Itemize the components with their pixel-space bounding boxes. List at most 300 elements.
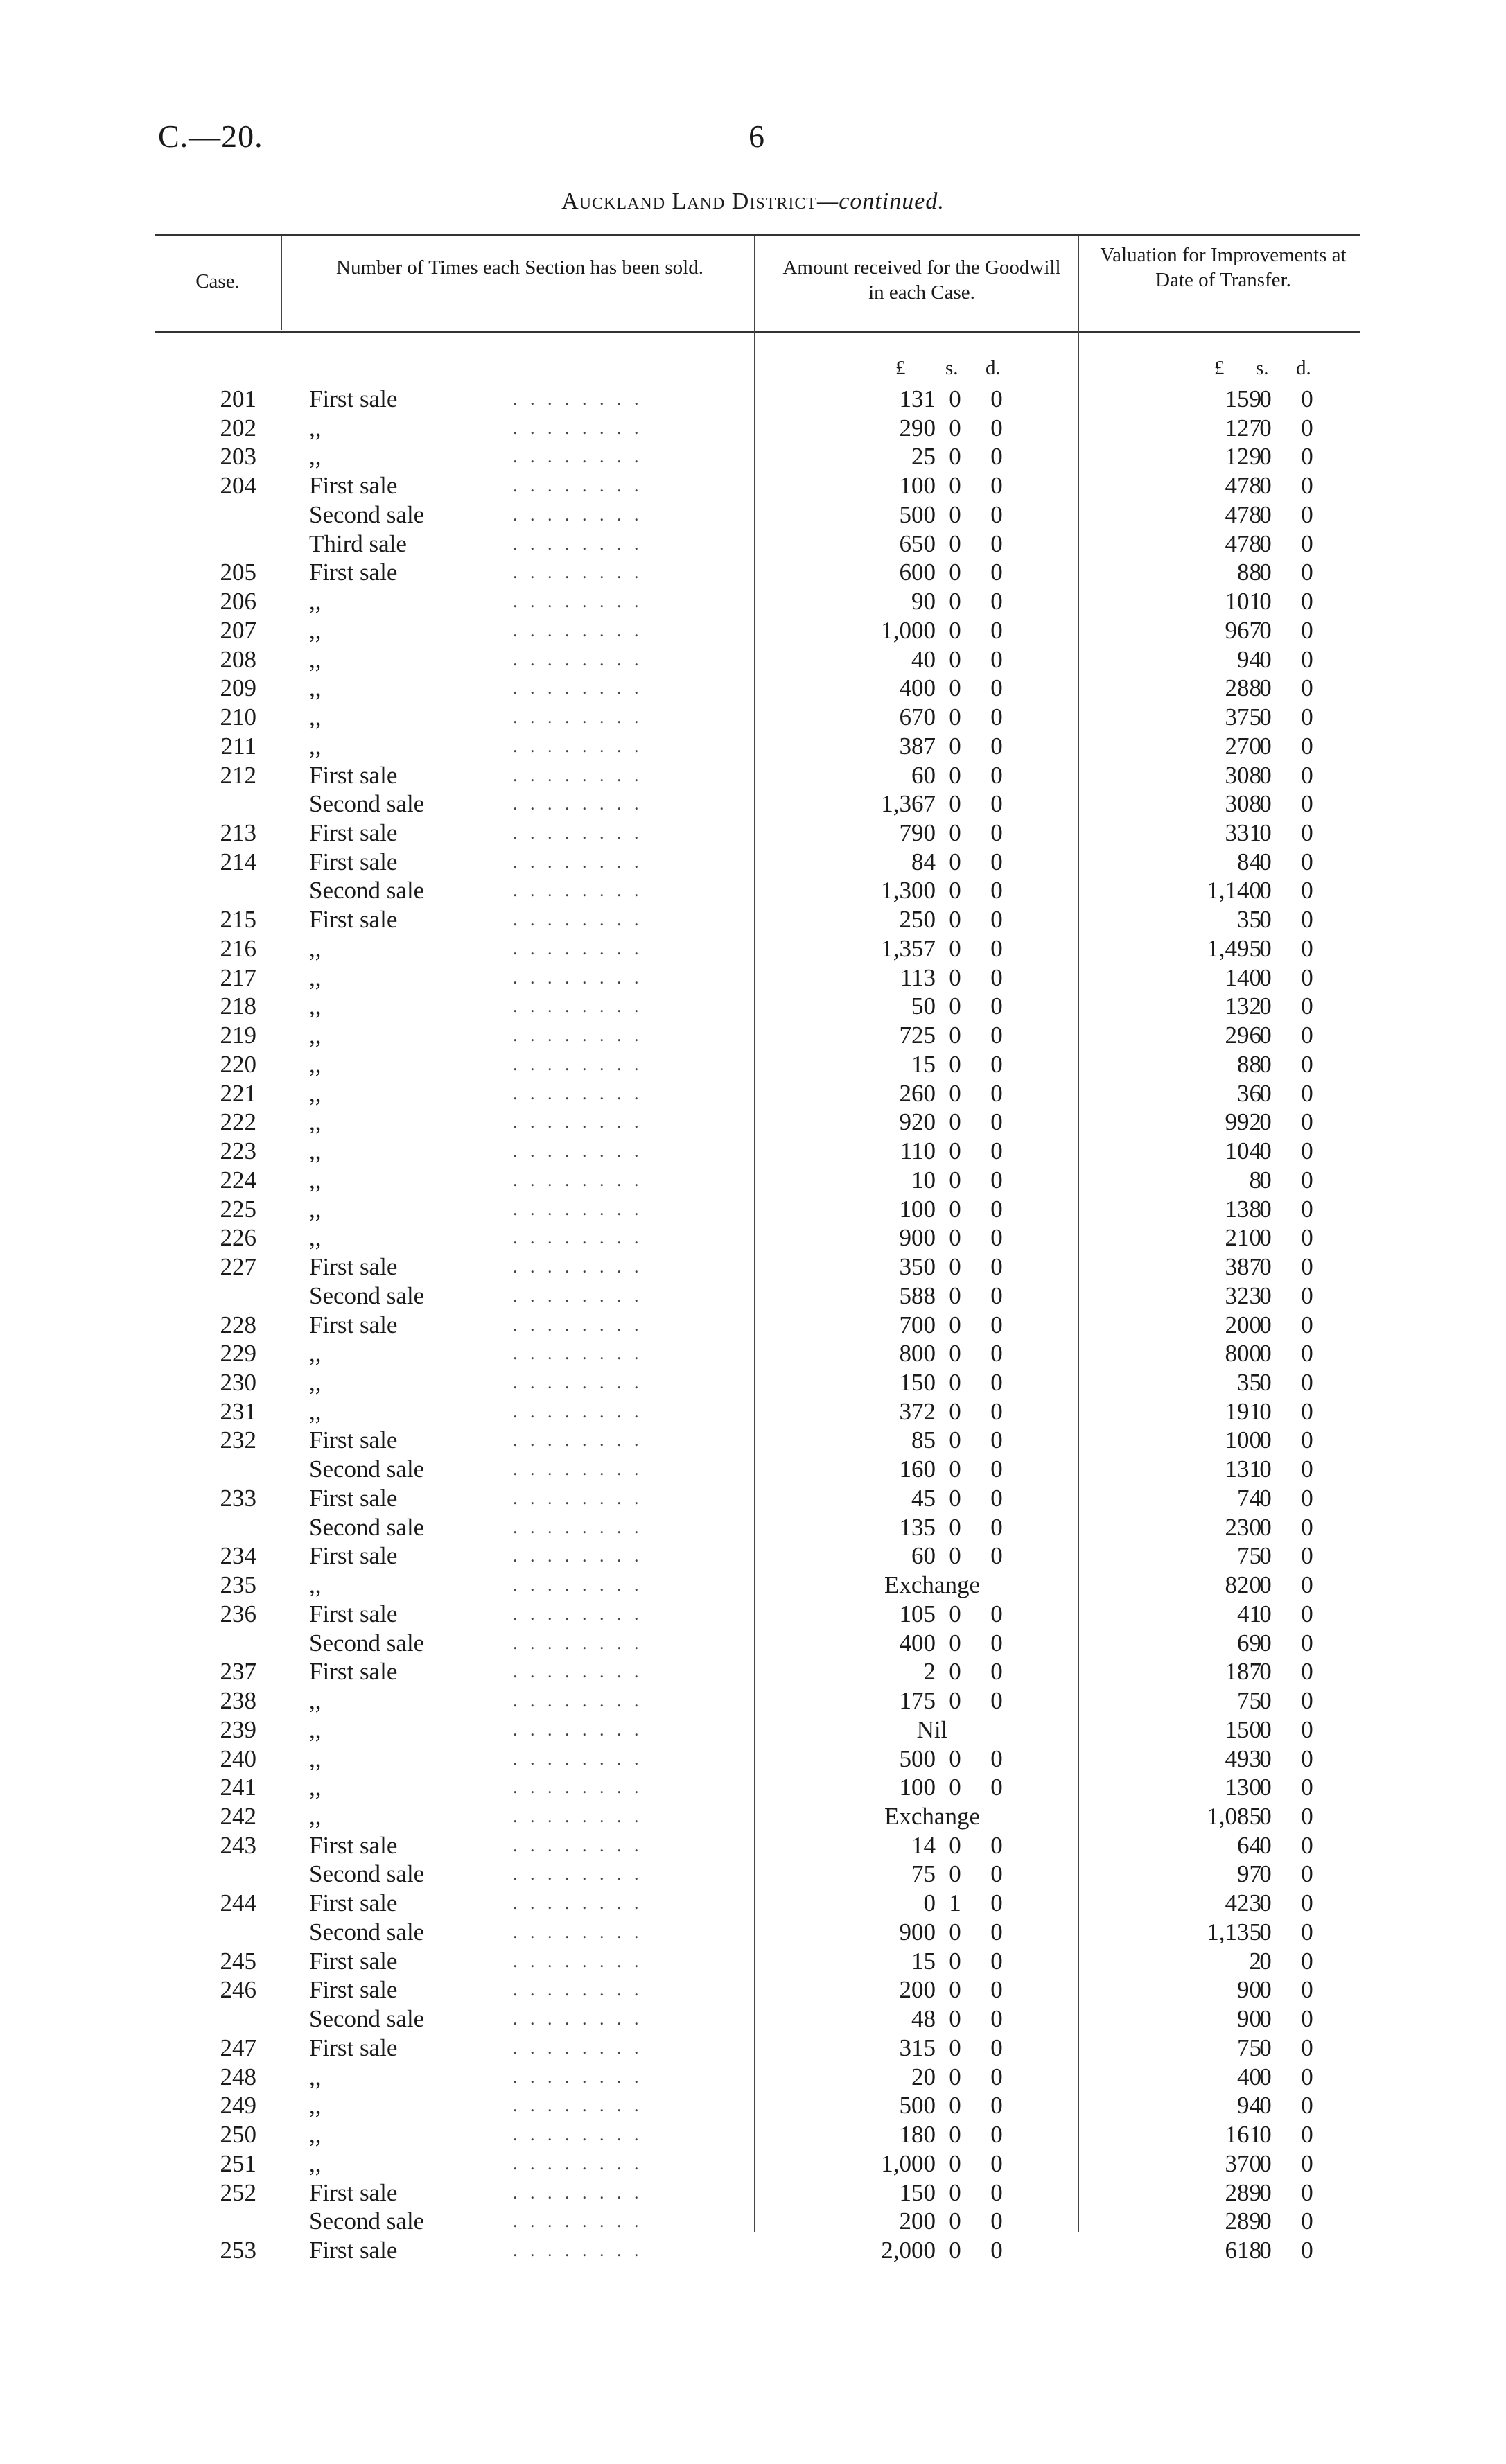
amount-pence: 0 bbox=[990, 1889, 1003, 1917]
amount-pounds: 40 bbox=[911, 645, 936, 673]
table-row bbox=[0, 703, 1506, 732]
table-row bbox=[0, 1889, 1506, 1918]
case-number: 212 bbox=[220, 761, 256, 789]
amount-pounds: 15 bbox=[911, 1947, 936, 1975]
valuation-pounds: 618 bbox=[1225, 2237, 1261, 2264]
amount-shillings: 0 bbox=[949, 2121, 961, 2149]
table-row bbox=[0, 789, 1506, 819]
table-row bbox=[0, 530, 1506, 559]
amount-pounds: 290 bbox=[899, 414, 936, 442]
valuation-pounds: 478 bbox=[1225, 530, 1261, 557]
amount-pence: 0 bbox=[990, 1629, 1003, 1657]
sale-description: ,, bbox=[309, 2121, 322, 2149]
amount-shillings: 0 bbox=[949, 1687, 961, 1715]
valuation-shillings: 0 bbox=[1259, 1571, 1272, 1599]
leader-dots: . . . . . . . . bbox=[513, 2066, 643, 2087]
valuation-shillings: 0 bbox=[1259, 559, 1272, 586]
case-number: 233 bbox=[220, 1484, 256, 1512]
amount-pence: 0 bbox=[990, 645, 1003, 673]
valuation-pounds: 296 bbox=[1225, 1022, 1261, 1049]
sale-description: Second sale bbox=[309, 877, 425, 905]
valuation-shillings: 0 bbox=[1259, 1050, 1272, 1078]
leader-dots: . . . . . . . . bbox=[513, 446, 643, 467]
valuation-shillings: 0 bbox=[1259, 1137, 1272, 1165]
amount-pounds: 1,357 bbox=[881, 934, 936, 962]
amount-shillings: 0 bbox=[949, 877, 961, 905]
sale-description: First sale bbox=[309, 2237, 398, 2264]
amount-pounds: 800 bbox=[899, 1340, 936, 1368]
amount-pence: 0 bbox=[990, 732, 1003, 760]
amount-pence: 0 bbox=[990, 1079, 1003, 1107]
amount-pence: 0 bbox=[990, 1166, 1003, 1194]
amount-shillings: 0 bbox=[949, 1137, 961, 1165]
valuation-pence: 0 bbox=[1301, 1918, 1313, 1946]
valuation-pounds: 88 bbox=[1237, 1050, 1261, 1078]
valuation-shillings: 0 bbox=[1259, 472, 1272, 500]
valuation-shillings: 0 bbox=[1259, 1368, 1272, 1396]
leader-dots: . . . . . . . . bbox=[513, 1227, 643, 1248]
sale-description: ,, bbox=[309, 732, 322, 760]
amount-pence: 0 bbox=[990, 761, 1003, 789]
valuation-pounds: 100 bbox=[1225, 1426, 1261, 1454]
sale-description: ,, bbox=[309, 963, 322, 991]
sale-description: ,, bbox=[309, 645, 322, 673]
case-number: 252 bbox=[220, 2178, 256, 2206]
valuation-pounds: 800 bbox=[1225, 1340, 1261, 1368]
table-row bbox=[0, 1397, 1506, 1426]
valuation-pounds: 387 bbox=[1225, 1253, 1261, 1281]
table-row bbox=[0, 1282, 1506, 1311]
valuation-pence: 0 bbox=[1301, 1976, 1313, 2004]
valuation-shillings: 0 bbox=[1259, 1687, 1272, 1715]
table-row bbox=[0, 1166, 1506, 1195]
amount-shillings: 0 bbox=[949, 1831, 961, 1859]
case-number: 235 bbox=[220, 1571, 256, 1599]
title-suffix: —continued. bbox=[817, 189, 945, 214]
amount-pence: 0 bbox=[990, 1860, 1003, 1888]
valuation-shillings: 0 bbox=[1259, 934, 1272, 962]
leader-dots: . . . . . . . . bbox=[513, 1054, 643, 1074]
valuation-pounds: 130 bbox=[1225, 1774, 1261, 1801]
amount-pounds: 500 bbox=[899, 2092, 936, 2120]
amount-pence: 0 bbox=[990, 1513, 1003, 1541]
case-number: 205 bbox=[220, 559, 256, 586]
amount-shillings: 0 bbox=[949, 443, 961, 471]
amount-shillings: 0 bbox=[949, 2063, 961, 2090]
amount-pounds: 160 bbox=[899, 1456, 936, 1483]
valuation-shillings: 0 bbox=[1259, 588, 1272, 615]
valuation-pence: 0 bbox=[1301, 1340, 1313, 1368]
amount-pound-unit: £ bbox=[895, 357, 906, 379]
leader-dots: . . . . . . . . bbox=[513, 1401, 643, 1422]
case-number: 248 bbox=[220, 2063, 256, 2090]
leader-dots: . . . . . . . . bbox=[513, 1921, 643, 1942]
sale-description: ,, bbox=[309, 1745, 322, 1772]
table-row bbox=[0, 1455, 1506, 1484]
col-header-case: Case. bbox=[195, 270, 240, 292]
valuation-pounds: 35 bbox=[1237, 1368, 1261, 1396]
valuation-pence: 0 bbox=[1301, 1397, 1313, 1425]
amount-pounds: 588 bbox=[899, 1282, 936, 1309]
leader-dots: . . . . . . . . bbox=[513, 649, 643, 670]
valuation-pence: 0 bbox=[1301, 704, 1313, 731]
amount-pounds: 75 bbox=[911, 1860, 936, 1888]
valuation-pounds: 308 bbox=[1225, 790, 1261, 818]
table-row bbox=[0, 1137, 1506, 1166]
amount-shillings: 0 bbox=[949, 1108, 961, 1136]
case-number: 204 bbox=[220, 472, 256, 500]
sale-description: ,, bbox=[309, 674, 322, 702]
amount-shillings: 0 bbox=[949, 1166, 961, 1194]
table-row bbox=[0, 2063, 1506, 2092]
amount-shillings: 0 bbox=[949, 1600, 961, 1627]
amount-pence: 0 bbox=[990, 819, 1003, 847]
amount-pence: 0 bbox=[990, 500, 1003, 528]
case-number: 203 bbox=[220, 443, 256, 471]
leader-dots: . . . . . . . . bbox=[513, 823, 643, 844]
valuation-shillings: 0 bbox=[1259, 2034, 1272, 2061]
valuation-shillings: 0 bbox=[1259, 530, 1272, 557]
amount-pounds: 45 bbox=[911, 1484, 936, 1512]
amount-shillings: 0 bbox=[949, 588, 961, 615]
amount-shillings: 0 bbox=[949, 1484, 961, 1512]
amount-shillings: 0 bbox=[949, 1253, 961, 1281]
leader-dots: . . . . . . . . bbox=[513, 1285, 643, 1306]
case-number: 226 bbox=[220, 1224, 256, 1252]
case-number: 216 bbox=[220, 934, 256, 962]
valuation-pounds: 138 bbox=[1225, 1195, 1261, 1223]
leader-dots: . . . . . . . . bbox=[513, 2182, 643, 2203]
amount-text: Exchange bbox=[884, 1571, 980, 1599]
case-number: 213 bbox=[220, 819, 256, 847]
amount-pence: 0 bbox=[990, 2208, 1003, 2235]
amount-pounds: 84 bbox=[911, 848, 936, 875]
leader-dots: . . . . . . . . bbox=[513, 1372, 643, 1392]
amount-pence: 0 bbox=[990, 1426, 1003, 1454]
amount-pence: 0 bbox=[990, 2149, 1003, 2177]
valuation-shillings: 0 bbox=[1259, 819, 1272, 847]
amount-shillings: 0 bbox=[949, 645, 961, 673]
valuation-pence: 0 bbox=[1301, 1629, 1313, 1657]
amount-pounds: 100 bbox=[899, 472, 936, 500]
amount-pounds: 60 bbox=[911, 761, 936, 789]
amount-shillings: 0 bbox=[949, 1947, 961, 1975]
table-row bbox=[0, 471, 1506, 500]
amount-pounds: 135 bbox=[899, 1513, 936, 1541]
table-row bbox=[0, 2034, 1506, 2063]
sale-description: ,, bbox=[309, 1079, 322, 1107]
amount-pence: 0 bbox=[990, 993, 1003, 1020]
leader-dots: . . . . . . . . bbox=[513, 1517, 643, 1537]
valuation-pounds: 74 bbox=[1237, 1484, 1261, 1512]
sale-description: Second sale bbox=[309, 1513, 425, 1541]
valuation-pence: 0 bbox=[1301, 819, 1313, 847]
table-row bbox=[0, 1802, 1506, 1831]
table-row bbox=[0, 2207, 1506, 2236]
amount-pounds: 14 bbox=[911, 1831, 936, 1859]
sale-description: Second sale bbox=[309, 1860, 425, 1888]
table-row bbox=[0, 905, 1506, 934]
amount-shillings: 0 bbox=[949, 472, 961, 500]
case-number: 206 bbox=[220, 588, 256, 615]
amount-pence: 0 bbox=[990, 1600, 1003, 1627]
amount-pounds: 920 bbox=[899, 1108, 936, 1136]
title-main: Auckland Land District bbox=[561, 189, 818, 214]
sale-description: First sale bbox=[309, 2034, 398, 2061]
case-number: 241 bbox=[220, 1774, 256, 1801]
valuation-shillings: 0 bbox=[1259, 993, 1272, 1020]
sale-description: ,, bbox=[309, 1137, 322, 1165]
amount-pounds: 25 bbox=[911, 443, 936, 471]
amount-pounds: 1,367 bbox=[881, 790, 936, 818]
case-number: 214 bbox=[220, 848, 256, 875]
valuation-pounds: 140 bbox=[1225, 963, 1261, 991]
amount-pence: 0 bbox=[990, 848, 1003, 875]
valuation-pounds: 64 bbox=[1237, 1831, 1261, 1859]
valuation-shillings: 0 bbox=[1259, 645, 1272, 673]
valuation-shillings: 0 bbox=[1259, 674, 1272, 702]
amount-shillings: 0 bbox=[949, 704, 961, 731]
amount-pounds: 20 bbox=[911, 2063, 936, 2090]
valuation-pounds: 478 bbox=[1225, 500, 1261, 528]
sale-description: ,, bbox=[309, 1687, 322, 1715]
amount-pence: 0 bbox=[990, 2178, 1003, 2206]
amount-pounds: 100 bbox=[899, 1774, 936, 1801]
case-number: 210 bbox=[220, 704, 256, 731]
amount-pence: 0 bbox=[990, 588, 1003, 615]
amount-pence: 0 bbox=[990, 414, 1003, 442]
valuation-pence: 0 bbox=[1301, 2034, 1313, 2061]
valuation-pounds: 129 bbox=[1225, 443, 1261, 471]
amount-pence: 0 bbox=[990, 1340, 1003, 1368]
sale-description: Second sale bbox=[309, 1456, 425, 1483]
table-row bbox=[0, 1368, 1506, 1397]
sale-description: First sale bbox=[309, 1976, 398, 2004]
valuation-shillings: 0 bbox=[1259, 732, 1272, 760]
amount-shillings: 0 bbox=[949, 1542, 961, 1570]
sale-description: ,, bbox=[309, 993, 322, 1020]
amount-pounds: 48 bbox=[911, 2005, 936, 2033]
case-number: 231 bbox=[220, 1397, 256, 1425]
leader-dots: . . . . . . . . bbox=[513, 1112, 643, 1133]
valuation-pence: 0 bbox=[1301, 963, 1313, 991]
valuation-shillings: 0 bbox=[1259, 1715, 1272, 1743]
sale-description: ,, bbox=[309, 1774, 322, 1801]
valuation-pence: 0 bbox=[1301, 1195, 1313, 1223]
amount-shillings: 0 bbox=[949, 790, 961, 818]
case-number: 223 bbox=[220, 1137, 256, 1165]
amount-shillings: 0 bbox=[949, 1658, 961, 1686]
table-row bbox=[0, 1339, 1506, 1368]
valuation-pounds: 230 bbox=[1225, 1513, 1261, 1541]
amount-pence: 0 bbox=[990, 1976, 1003, 2004]
valuation-pounds: 1,495 bbox=[1207, 934, 1261, 962]
valuation-pence: 0 bbox=[1301, 414, 1313, 442]
valuation-shillings: 0 bbox=[1259, 1774, 1272, 1801]
valuation-pounds: 90 bbox=[1237, 2005, 1261, 2033]
amount-pounds: 105 bbox=[899, 1600, 936, 1627]
valuation-pence: 0 bbox=[1301, 1166, 1313, 1194]
sale-description: Second sale bbox=[309, 1629, 425, 1657]
valuation-pounds: 323 bbox=[1225, 1282, 1261, 1309]
valuation-shillings: 0 bbox=[1259, 1831, 1272, 1859]
valuation-shillings: 0 bbox=[1259, 414, 1272, 442]
valuation-pence: 0 bbox=[1301, 1802, 1313, 1830]
amount-pounds: 250 bbox=[899, 906, 936, 934]
valuation-pence: 0 bbox=[1301, 1050, 1313, 1078]
amount-shillings: 0 bbox=[949, 1022, 961, 1049]
leader-dots: . . . . . . . . bbox=[513, 1661, 643, 1682]
valuation-pounds: 992 bbox=[1225, 1108, 1261, 1136]
amount-pence: 0 bbox=[990, 704, 1003, 731]
case-number: 249 bbox=[220, 2092, 256, 2120]
leader-dots: . . . . . . . . bbox=[513, 2153, 643, 2174]
sale-description: ,, bbox=[309, 1108, 322, 1136]
valuation-pence: 0 bbox=[1301, 2092, 1313, 2120]
leader-dots: . . . . . . . . bbox=[513, 1459, 643, 1480]
valuation-pence: 0 bbox=[1301, 790, 1313, 818]
valuation-shillings: 0 bbox=[1259, 761, 1272, 789]
valuation-pence: 0 bbox=[1301, 1456, 1313, 1483]
sale-description: First sale bbox=[309, 848, 398, 875]
amount-pence-unit: d. bbox=[986, 357, 1001, 379]
table-row bbox=[0, 587, 1506, 616]
valuation-pence: 0 bbox=[1301, 732, 1313, 760]
leader-dots: . . . . . . . . bbox=[513, 1141, 643, 1162]
amount-pence: 0 bbox=[990, 1658, 1003, 1686]
leader-dots: . . . . . . . . bbox=[513, 1950, 643, 1971]
amount-pounds: 725 bbox=[899, 1022, 936, 1049]
valuation-shillings: 0 bbox=[1259, 1947, 1272, 1975]
valuation-shillings: 0 bbox=[1259, 1600, 1272, 1627]
valuation-shillings: 0 bbox=[1259, 1397, 1272, 1425]
amount-pence: 0 bbox=[990, 1831, 1003, 1859]
amount-pounds: 200 bbox=[899, 2208, 936, 2235]
leader-dots: . . . . . . . . bbox=[513, 2240, 643, 2260]
table-row bbox=[0, 1079, 1506, 1108]
amount-pounds: 113 bbox=[900, 963, 936, 991]
table-row bbox=[0, 1108, 1506, 1137]
valuation-pence: 0 bbox=[1301, 2178, 1313, 2206]
valuation-shillings: 0 bbox=[1259, 906, 1272, 934]
valuation-pounds: 967 bbox=[1225, 616, 1261, 644]
leader-dots: . . . . . . . . bbox=[513, 735, 643, 756]
sale-description: ,, bbox=[309, 934, 322, 962]
valuation-shillings: 0 bbox=[1259, 1484, 1272, 1512]
sale-description: ,, bbox=[309, 1802, 322, 1830]
table-row bbox=[0, 1600, 1506, 1629]
valuation-shillings: 0 bbox=[1259, 1282, 1272, 1309]
valuation-pounds: 289 bbox=[1225, 2178, 1261, 2206]
sale-description: Second sale bbox=[309, 790, 425, 818]
table-row bbox=[0, 414, 1506, 443]
column-divider bbox=[281, 236, 282, 330]
leader-dots: . . . . . . . . bbox=[513, 620, 643, 640]
amount-pounds: 1,300 bbox=[881, 877, 936, 905]
case-number: 218 bbox=[220, 993, 256, 1020]
amount-pounds: 180 bbox=[899, 2121, 936, 2149]
sale-description: Third sale bbox=[309, 530, 407, 557]
amount-pence: 0 bbox=[990, 2063, 1003, 2090]
valuation-shillings: 0 bbox=[1259, 1022, 1272, 1049]
table-row bbox=[0, 1223, 1506, 1252]
amount-pounds: 2,000 bbox=[881, 2237, 936, 2264]
valuation-pounds: 820 bbox=[1225, 1571, 1261, 1599]
amount-pence: 0 bbox=[990, 1687, 1003, 1715]
table-header-rule bbox=[155, 331, 1360, 333]
valuation-shillings: 0 bbox=[1259, 385, 1272, 412]
valuation-pounds: 75 bbox=[1237, 2034, 1261, 2061]
leader-dots: . . . . . . . . bbox=[513, 2124, 643, 2145]
table-row bbox=[0, 1657, 1506, 1686]
amount-shillings: 0 bbox=[949, 819, 961, 847]
case-number: 247 bbox=[220, 2034, 256, 2061]
valuation-pence: 0 bbox=[1301, 1774, 1313, 1801]
table-row bbox=[0, 558, 1506, 587]
valuation-pence: 0 bbox=[1301, 1600, 1313, 1627]
valuation-shillings: 0 bbox=[1259, 1976, 1272, 2004]
table-row bbox=[0, 674, 1506, 703]
amount-pounds: 50 bbox=[911, 993, 936, 1020]
amount-pence: 0 bbox=[990, 906, 1003, 934]
valuation-pence: 0 bbox=[1301, 2208, 1313, 2235]
amount-shillings: 0 bbox=[949, 1397, 961, 1425]
amount-pounds: 150 bbox=[899, 2178, 936, 2206]
sale-description: Second sale bbox=[309, 2208, 425, 2235]
case-number: 234 bbox=[220, 1542, 256, 1570]
leader-dots: . . . . . . . . bbox=[513, 1893, 643, 1914]
valuation-pounds: 289 bbox=[1225, 2208, 1261, 2235]
amount-pence: 0 bbox=[990, 1397, 1003, 1425]
valuation-pence: 0 bbox=[1301, 2237, 1313, 2264]
amount-pence: 0 bbox=[990, 443, 1003, 471]
amount-pounds: 387 bbox=[899, 732, 936, 760]
valuation-pounds: 210 bbox=[1225, 1224, 1261, 1252]
valuation-pounds: 191 bbox=[1225, 1397, 1261, 1425]
table-row bbox=[0, 1773, 1506, 1802]
sale-description: First sale bbox=[309, 1484, 398, 1512]
amount-pounds: 600 bbox=[899, 559, 936, 586]
valuation-pence: 0 bbox=[1301, 1542, 1313, 1570]
sale-description: First sale bbox=[309, 385, 398, 412]
table-row bbox=[0, 1686, 1506, 1715]
leader-dots: . . . . . . . . bbox=[513, 1343, 643, 1364]
valuation-shillings: 0 bbox=[1259, 2149, 1272, 2177]
table-row bbox=[0, 1484, 1506, 1513]
amount-shillings: 0 bbox=[949, 530, 961, 557]
sale-description: First sale bbox=[309, 1947, 398, 1975]
valuation-pounds: 101 bbox=[1225, 588, 1261, 615]
valuation-pounds: 40 bbox=[1237, 2063, 1261, 2090]
amount-shillings: 0 bbox=[949, 2208, 961, 2235]
valuation-shillings: 0 bbox=[1259, 1513, 1272, 1541]
amount-pence: 0 bbox=[990, 472, 1003, 500]
sale-description: First sale bbox=[309, 1426, 398, 1454]
valuation-pounds: 36 bbox=[1237, 1079, 1261, 1107]
valuation-pounds: 308 bbox=[1225, 761, 1261, 789]
valuation-shillings: 0 bbox=[1259, 1629, 1272, 1657]
leader-dots: . . . . . . . . bbox=[513, 909, 643, 930]
table-row bbox=[0, 732, 1506, 761]
valuation-pounds: 132 bbox=[1225, 993, 1261, 1020]
amount-shillings: 0 bbox=[949, 963, 961, 991]
amount-pounds: 200 bbox=[899, 1976, 936, 2004]
amount-text: Exchange bbox=[884, 1802, 980, 1830]
table-row bbox=[0, 1195, 1506, 1224]
valuation-shillings: 0 bbox=[1259, 2121, 1272, 2149]
case-number: 207 bbox=[220, 616, 256, 644]
valuation-shillings: 0 bbox=[1259, 1224, 1272, 1252]
